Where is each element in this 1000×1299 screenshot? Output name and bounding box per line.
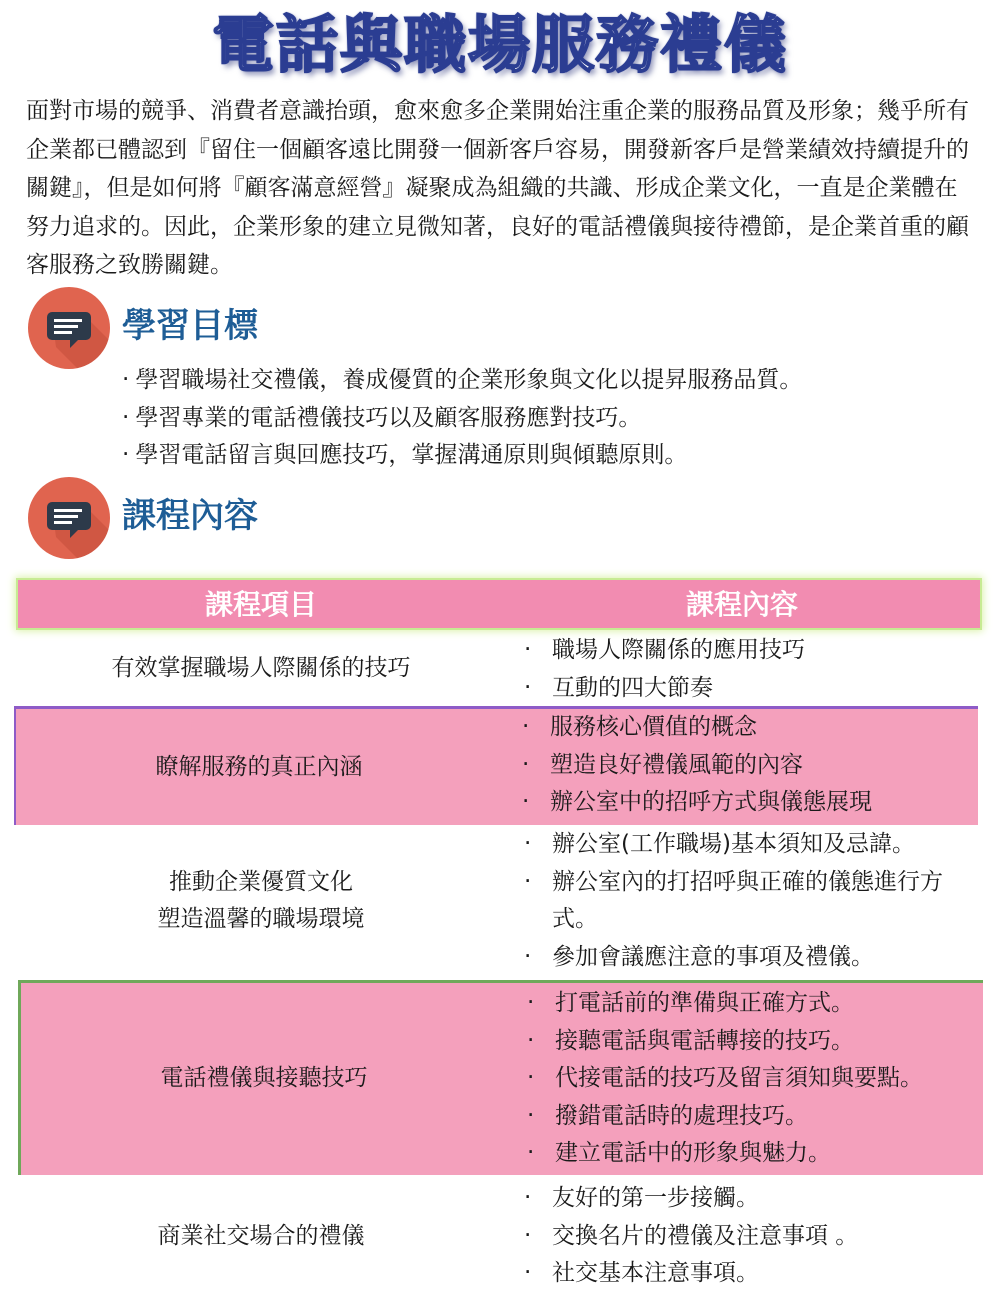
table-header-content: 課程內容 — [685, 588, 798, 621]
content-item: ‧ 辦公室內的打招呼與正確的儀態進行方式。 — [524, 864, 984, 939]
section-goals-header — [28, 287, 628, 369]
goals-list — [122, 362, 802, 475]
table-row — [18, 632, 980, 706]
chat-bubble-icon — [28, 477, 110, 559]
content-item: ‧ 交換名片的禮儀及注意事項 。 — [524, 1218, 984, 1256]
section-goals-title: 學習目標 — [122, 306, 258, 346]
section-course-title: 課程內容 — [122, 496, 258, 536]
content-item: ‧ 辦公室中的招呼方式與儀態展現 — [522, 784, 982, 822]
content-item: ‧ 參加會議應注意的事項及禮儀。 — [524, 939, 984, 977]
content-item: ‧ 建立電話中的形象與魅力。 — [527, 1135, 987, 1173]
table-row — [18, 1178, 980, 1294]
content-item: ‧ 接聽電話與電話轉接的技巧。 — [527, 1023, 987, 1061]
content-item: ‧ 代接電話的技巧及留言須知與要點。 — [527, 1060, 987, 1098]
section-course-header — [28, 477, 628, 559]
chat-bubble-icon — [28, 287, 110, 369]
row-item: 塑造溫馨的職場環境 — [157, 906, 365, 932]
intro-paragraph: 面對市場的競爭、消費者意識抬頭，愈來愈多企業開始注重企業的服務品質及形象；幾乎所有企業都已體認到『留住一個顧客遠比開發一個新客戶容易，開發新客戶是營業績效持續提升的關鍵』，但是如何將『顧客滿意經營』凝聚成為組織的共識、形成企業文化，一直是企業體在努力追求的。因此，企業形象的建立見微知著，良好的電話禮儀與接待禮節，是企業首重的顧客服務之致勝關鍵。 — [26, 98, 969, 278]
row-item: 瞭解服務的真正內涵 — [155, 754, 363, 780]
content-item: ‧ 職場人際關係的應用技巧 — [524, 632, 984, 670]
content-item: ‧ 服務核心價值的概念 — [522, 709, 982, 747]
row-item: 商業社交場合的禮儀 — [157, 1223, 365, 1249]
row-contents — [524, 826, 984, 976]
row-contents — [527, 985, 987, 1173]
row-contents — [524, 1180, 984, 1293]
content-item: ‧ 撥錯電話時的處理技巧。 — [527, 1098, 987, 1136]
table-header — [18, 580, 980, 628]
table-row — [14, 706, 978, 825]
row-contents — [524, 632, 984, 707]
content-item: ‧ 塑造良好禮儀風範的內容 — [522, 747, 982, 785]
table-row — [18, 826, 980, 978]
content-item: ‧ 社交基本注意事項。 — [524, 1255, 984, 1293]
row-contents — [522, 709, 982, 822]
goal-item: ‧ 學習職場社交禮儀，養成優質的企業形象與文化以提昇服務品質。 — [122, 362, 802, 400]
content-item: ‧ 友好的第一步接觸。 — [524, 1180, 984, 1218]
row-item: 推動企業優質文化 — [169, 869, 353, 895]
content-item: ‧ 互動的四大節奏 — [524, 670, 984, 708]
row-item: 有效掌握職場人際關係的技巧 — [111, 655, 411, 681]
table-row — [18, 980, 983, 1175]
row-item: 電話禮儀與接聽技巧 — [160, 1065, 368, 1091]
page-title: 電話與職場服務禮儀 — [211, 8, 788, 81]
goal-item: ‧ 學習電話留言與回應技巧，掌握溝通原則與傾聽原則。 — [122, 437, 802, 475]
content-item: ‧ 打電話前的準備與正確方式。 — [527, 985, 987, 1023]
goal-item: ‧ 學習專業的電話禮儀技巧以及顧客服務應對技巧。 — [122, 400, 802, 438]
table-header-item: 課程項目 — [204, 588, 317, 621]
content-item: ‧ 辦公室(工作職場)基本須知及忌諱。 — [524, 826, 984, 864]
